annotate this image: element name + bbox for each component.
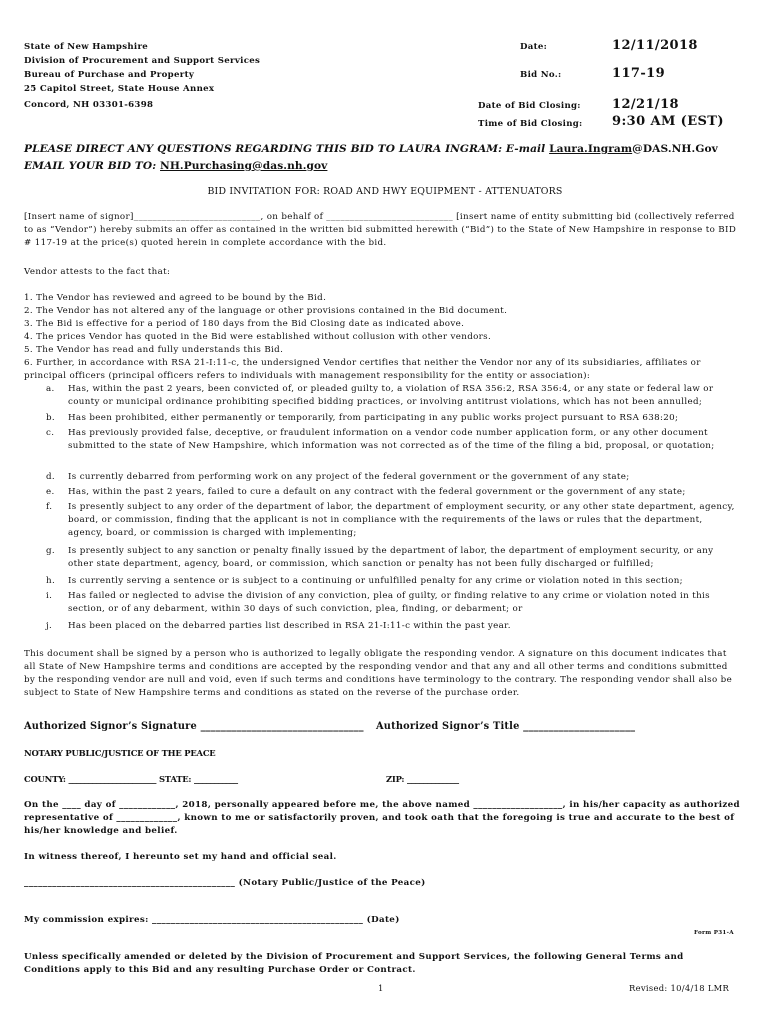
subitem-c-letter: c. [46,428,55,438]
form-id: Form P31-A [694,930,734,936]
submit-prefix: EMAIL YOUR BID TO: [24,160,161,172]
date-label: Date: [520,42,548,52]
page-number: 1 [378,983,384,993]
revised-date: Revised: 10/4/18 LMR [629,983,730,993]
subitem-a-text: Has, within the past 2 years, been convicted of, or pleaded guilty to, a violation of RSA 356:2, RSA 356:4, or any state or federal law or county or municipal ordinance prohibiting specified bidding practices, or involving antitrust violations, which has not been annulled; [68,384,714,407]
subitem-b-letter: b. [46,413,56,423]
list-item-3: 3. The Bid is effective for a period of 180 days from the Bid Closing date as indicated above. [24,319,465,329]
subitem-h-text: Is currently serving a sentence or is subject to a continuing or unfulfilled penalty for any crime or violation noted in this section; [68,576,683,586]
questions-prefix: PLEASE DIRECT ANY QUESTIONS REGARDING THIS BID TO LAURA INGRAM: E-mail [24,143,550,155]
questions-contact-line [24,143,718,155]
agency-address [24,40,260,96]
notary-heading: NOTARY PUBLIC/JUSTICE OF THE PEACE [24,748,216,758]
subitem-j-text: Has been placed on the debarred parties list described in RSA 21-I:11-c within the past year. [68,621,511,631]
agency-line-street: 25 Capitol Street, State House Annex [24,84,215,94]
agency-line-bureau: Bureau of Purchase and Property [24,70,195,80]
subitem-e-text: Has, within the past 2 years, failed to cure a default on any contract with the federal government or the government of any state; [68,487,686,497]
list-item-5: 5. The Vendor has read and fully understands this Bid. [24,345,284,355]
closing-date-value: 12/21/18 [612,97,679,112]
intro-paragraph: [Insert name of signor]___________________________, on behalf of ___________________________ [insert name of entity submitting bid (collectively referred to as “Vendor”) hereby submits an offer as contained in the written bid submitted herewith (“Bid”) to the State of New Hampshire in response to BID # 117-19 at the price(s) quoted herein in complete accordance with the bid. [24,212,737,248]
zip-line[interactable]: ZIP: _____________ [386,774,459,784]
county-state-line[interactable]: COUNTY: ______________________ STATE: ___________ [24,774,238,784]
subitem-i-letter: i. [46,591,53,601]
signor-signature-line[interactable]: Authorized Signor’s Signature ________________________________ [24,721,364,732]
date-value: 12/11/2018 [612,38,698,53]
general-terms-paragraph: Unless specifically amended or deleted by the Division of Procurement and Support Services, the following General Terms and Conditions apply to this Bid and any resulting Purchase Order or Contract. [24,952,684,975]
commission-expires-line[interactable]: My commission expires: _____________________________________________ (Date) [24,915,400,925]
subitem-g-letter: g. [46,546,56,556]
subitem-i-text: Has failed or neglected to advise the division of any conviction, plea of guilty, or finding relative to any crime or violation noted in this section, or of any debarment, within 30 days of such conviction, plea, finding, or debarment; or [68,591,710,614]
contact-email-domain: @DAS.NH.Gov [632,143,718,155]
signing-paragraph: This document shall be signed by a person who is authorized to legally obligate the responding vendor. A signature on this document indicates that all State of New Hampshire terms and conditions are accepted by the responding vendor and that any and all other terms and conditions submitted by the responding vendor are null and void, even if such terms and conditions have terminology to the contrary. The responding vendor shall also be subject to State of New Hampshire terms and conditions as stated on the reverse of the purchase order. [24,649,733,698]
closing-time-label: Time of Bid Closing: [478,119,583,129]
agency-line-division: Division of Procurement and Support Services [24,56,261,66]
notary-signature-line[interactable]: _____________________________________________ (Notary Public/Justice of the Peace) [24,878,426,888]
submit-bid-line [24,160,327,172]
subitem-b-text: Has been prohibited, either permanently or temporarily, from participating in any public works project pursuant to RSA 638:20; [68,413,679,423]
subitem-h-letter: h. [46,576,56,586]
attest-line: Vendor attests to the fact that: [24,267,171,277]
agency-city: Concord, NH 03301-6398 [24,100,154,110]
signor-title-line[interactable]: Authorized Signor’s Title ______________________ [376,721,636,732]
bid-no-label: Bid No.: [520,70,562,80]
subitem-d-text: Is currently debarred from performing work on any project of the federal government or the government of any state; [68,472,630,482]
subitem-e-letter: e. [46,487,55,497]
list-item-6: 6. Further, in accordance with RSA 21-I:11-c, the undersigned Vendor certifies that neither the Vendor nor any of its subsidiaries, affiliates or principal officers (principal officers refers to individuals with management responsibility for the entity or association): [24,358,701,381]
list-item-1: 1. The Vendor has reviewed and agreed to be bound by the Bid. [24,293,327,303]
closing-time-value: 9:30 AM (EST) [612,114,724,129]
list-item-2: 2. The Vendor has not altered any of the language or other provisions contained in the Bid document. [24,306,508,316]
subitem-f-letter: f. [46,502,53,512]
subitem-j-letter: j. [46,621,53,631]
document-title: BID INVITATION FOR: ROAD AND HWY EQUIPMENT - ATTENUATORS [207,186,563,197]
contact-email-link[interactable]: Laura.Ingram [549,143,633,155]
oath-paragraph: On the ____ day of ____________, 2018, personally appeared before me, the above named ___________________, in his/her capacity as authorized representative of _____________, known to me or satisfactorily proven, and took oath that the foregoing is true and accurate to the best of his/her knowledge and belief. [24,800,740,836]
list-item-4: 4. The prices Vendor has quoted in the Bid were established without collusion with other vendors. [24,332,492,342]
bid-no-value: 117-19 [612,66,666,81]
submit-email-link[interactable]: NH.Purchasing@das.nh.gov [160,160,328,172]
subitem-d-letter: d. [46,472,56,482]
witness-line: In witness thereof, I hereunto set my hand and official seal. [24,852,337,862]
subitem-a-letter: a. [46,384,55,394]
subitem-f-text: Is presently subject to any order of the department of labor, the department of employment security, or any other state department, agency, board, or commission, finding that the applicant is not in compliance with the requirements of the laws or rules that the department, agency, board, or commission is charged with implementing; [68,502,735,538]
subitem-c-text: Has previously provided false, deceptive, or fraudulent information on a vendor code number application form, or any other document submitted to the state of New Hampshire, which information was not corrected as of the time of the filing a bid, proposal, or quotation; [68,428,715,451]
subitem-g-text: Is presently subject to any sanction or penalty finally issued by the department of labor, the department of employment security, or any other state department, agency, board, or commission, which sanction or penalty has not been fully discharged or fulfilled; [68,546,714,569]
agency-line-state: State of New Hampshire [24,42,149,52]
closing-date-label: Date of Bid Closing: [478,101,581,111]
